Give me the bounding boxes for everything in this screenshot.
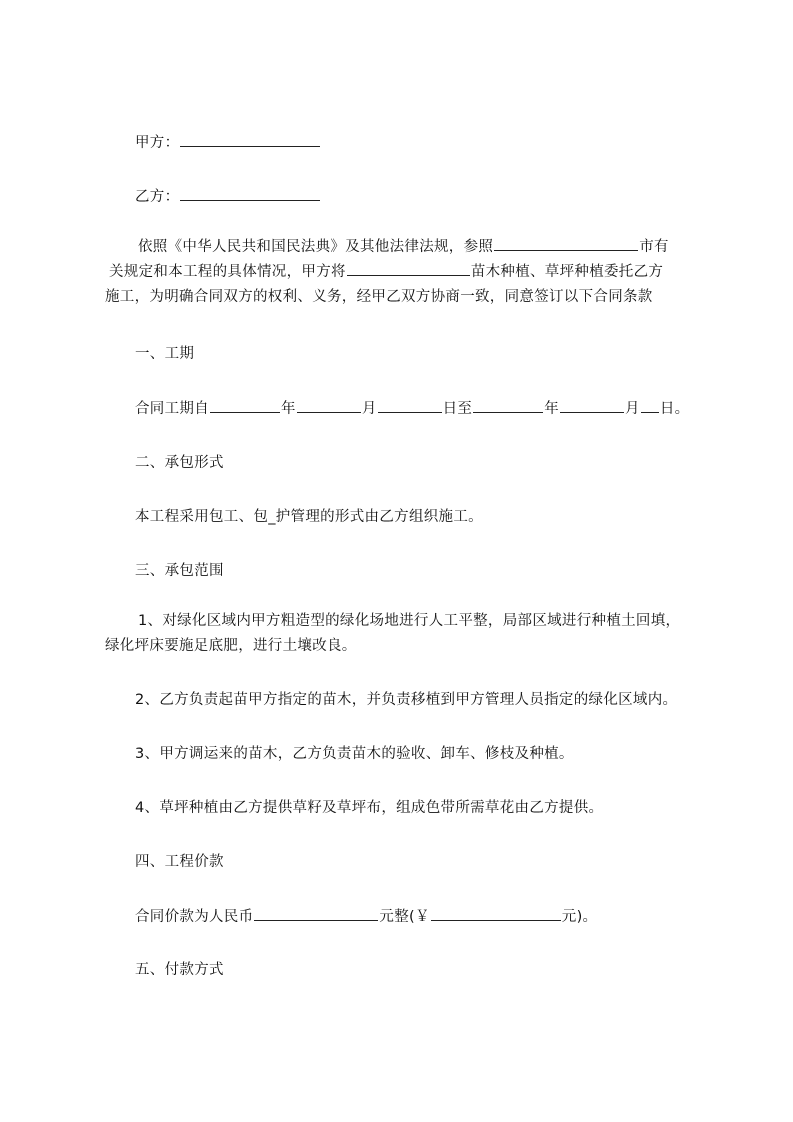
party-b-row — [135, 186, 321, 207]
end-day-blank[interactable] — [641, 398, 659, 413]
section-heading-3: 三、承包范围 — [135, 563, 224, 579]
section-heading-1: 一、工期 — [135, 346, 195, 362]
party-a-blank[interactable] — [180, 132, 320, 147]
preamble-paragraph — [105, 235, 715, 310]
contract-form-text: 本工程采用包工、包_护管理的形式由乙方组织施工。 — [135, 509, 483, 525]
scope-item-1 — [105, 609, 715, 659]
start-year-blank[interactable] — [210, 398, 280, 413]
price-suffix: 元)。 — [561, 909, 598, 925]
preamble-text-3: 关规定和本工程的具体情况，甲方将 — [109, 264, 346, 280]
end-year-blank[interactable] — [473, 398, 543, 413]
day-label: 日。 — [659, 401, 690, 417]
contract-price-row — [135, 906, 597, 927]
preamble-text-1: 依照《中华人民共和国民法典》及其他法律法规，参照 — [138, 239, 494, 255]
scope-item-2: 2、乙方负责起苗甲方指定的苗木，并负责移植到甲方管理人员指定的绿化区域内。 — [135, 692, 678, 708]
period-prefix: 合同工期自 — [135, 401, 209, 417]
party-b-label: 乙方： — [135, 189, 180, 205]
construction-period-row — [135, 398, 689, 419]
party-a-label: 甲方： — [135, 135, 180, 151]
scope-item-1-line-2: 绿化坪床要施足底肥，进行土壤改良。 — [105, 638, 357, 654]
section-heading-4: 四、工程价款 — [135, 854, 224, 870]
preamble-text-2: 市有 — [639, 239, 669, 255]
start-month-blank[interactable] — [297, 398, 361, 413]
end-month-blank[interactable] — [560, 398, 624, 413]
preamble-text-5: 施工，为明确合同双方的权利、义务，经甲乙双方协商一致，同意签订以下合同条款 — [105, 289, 653, 305]
party-b-blank[interactable] — [180, 186, 320, 201]
price-prefix: 合同价款为人民币 — [135, 909, 254, 925]
price-words-blank[interactable] — [254, 906, 378, 921]
year-label: 年 — [544, 401, 560, 417]
section-heading-5: 五、付款方式 — [135, 962, 224, 978]
start-day-blank[interactable] — [378, 398, 442, 413]
price-number-blank[interactable] — [431, 906, 561, 921]
month-label: 月 — [361, 401, 377, 417]
section-heading-2: 二、承包形式 — [135, 455, 224, 471]
party-a-row — [135, 132, 321, 153]
city-blank[interactable] — [494, 236, 638, 251]
scope-item-3: 3、甲方调运来的苗木，乙方负责苗木的验收、卸车、修枝及种植。 — [135, 746, 574, 762]
price-mid: 元整(￥ — [379, 909, 430, 925]
project-blank[interactable] — [347, 261, 470, 276]
scope-item-1-line-1: 1、对绿化区域内甲方粗造型的绿化场地进行人工平整，局部区域进行种植土回填， — [138, 613, 681, 629]
scope-item-4: 4、草坪种植由乙方提供草籽及草坪布，组成色带所需草花由乙方提供。 — [135, 800, 604, 816]
preamble-text-4: 苗木种植、草坪种植委托乙方 — [470, 264, 664, 280]
day-to-label: 日至 — [442, 401, 473, 417]
year-label: 年 — [281, 401, 296, 417]
month-label: 月 — [625, 401, 640, 417]
